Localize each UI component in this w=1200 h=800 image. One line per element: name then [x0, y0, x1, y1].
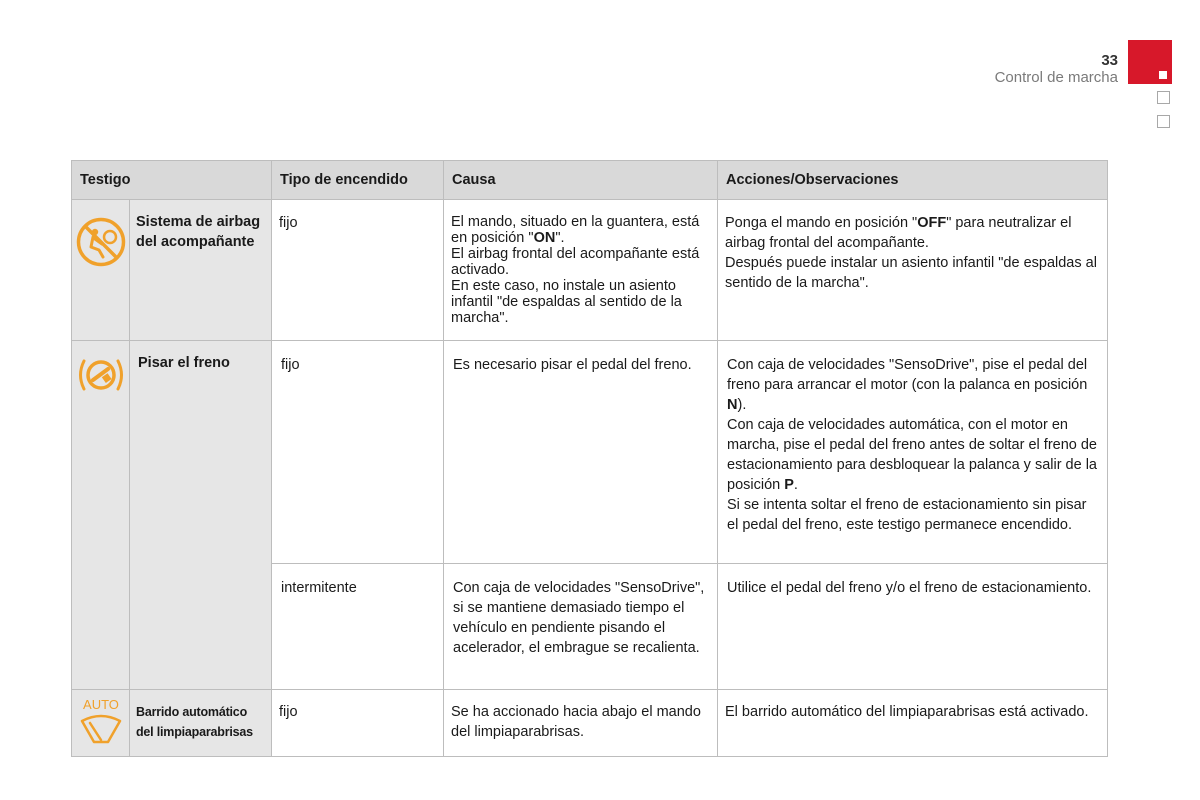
icon-cell [72, 690, 130, 757]
causa-cell: Es necesario pisar el pedal del freno. [444, 341, 718, 564]
chapter-box [1157, 115, 1170, 128]
causa-text: ". [555, 230, 565, 246]
accion-text: Ponga el mando en posición " [725, 215, 918, 231]
causa-text: En este caso, no instale un asiento infantil "de espaldas al sentido de la marcha". [451, 278, 682, 326]
column-header-causa: Causa [444, 161, 718, 200]
warning-name-line: del limpiaparabrisas [136, 725, 253, 739]
causa-cell: Con caja de velocidades "SensoDrive", si se mantiene demasiado tiempo el vehículo en pendiente pisando el acelerador, el embrague se recalienta. [444, 564, 718, 690]
causa-bold: ON [533, 230, 556, 246]
tipo-cell: fijo [272, 690, 444, 757]
accion-cell [718, 341, 1108, 564]
accion-text: Después puede instalar un asiento infantil "de espaldas al sentido de la marcha". [725, 255, 1097, 291]
auto-label: AUTO [82, 697, 119, 712]
accion-text: . [793, 477, 798, 493]
column-header-acciones: Acciones/Observaciones [718, 161, 1108, 200]
icon-cell [72, 200, 130, 341]
warning-name [130, 690, 272, 757]
accion-text: Con caja de velocidades automática, con el motor en marcha, pise el pedal del freno antes de soltar el freno de estacionamiento para desbloquear la palanca y salir de la posición [727, 417, 1097, 493]
section-title: Control de marcha [994, 69, 1118, 86]
causa-text: El airbag frontal del acompañante está activado. [451, 246, 700, 278]
accion-bold: P [784, 477, 794, 493]
auto-wiper-icon [76, 695, 126, 747]
icon-cell [72, 341, 130, 690]
airbag-off-icon [76, 217, 126, 267]
tipo-cell: fijo [272, 200, 444, 341]
tipo-cell: intermitente [272, 564, 444, 690]
table-row [72, 200, 1108, 341]
warning-name-line: Barrido automático [136, 705, 247, 719]
warning-name: Pisar el freno [130, 341, 272, 690]
accion-text: ). [737, 397, 747, 413]
tipo-cell: fijo [272, 341, 444, 564]
table-row [72, 341, 1108, 564]
accion-cell [718, 200, 1108, 341]
causa-text: El mando, situado en la guantera, está en posición " [451, 214, 700, 246]
warning-name: Sistema de airbag del acompañante [130, 200, 272, 341]
column-header-tipo: Tipo de encendido [272, 161, 444, 200]
accion-bold: OFF [917, 215, 947, 231]
accion-cell: El barrido automático del limpiaparabrisas está activado. [718, 690, 1108, 757]
chapter-indicator [1159, 71, 1167, 79]
table-header-row [72, 161, 1108, 200]
accion-text: Si se intenta soltar el freno de estacionamiento sin pisar el pedal del freno, este testigo permanece encendido. [727, 497, 1087, 533]
accion-bold: N [727, 397, 738, 413]
table-row [72, 690, 1108, 757]
brake-pedal-icon [76, 355, 126, 395]
chapter-tab [1128, 40, 1172, 84]
warning-lights-table [71, 160, 1108, 757]
accion-cell: Utilice el pedal del freno y/o el freno de estacionamiento. [718, 564, 1108, 690]
page-number: 33 [1101, 52, 1118, 69]
accion-text: " para neutralizar el airbag frontal del acompañante. [725, 215, 1072, 251]
chapter-box [1157, 91, 1170, 104]
causa-cell: Se ha accionado hacia abajo el mando del limpiaparabrisas. [444, 690, 718, 757]
column-header-testigo: Testigo [72, 161, 272, 200]
causa-cell [444, 200, 718, 341]
accion-text: Con caja de velocidades "SensoDrive", pise el pedal del freno para arrancar el motor (con la palanca en posición [727, 357, 1088, 393]
